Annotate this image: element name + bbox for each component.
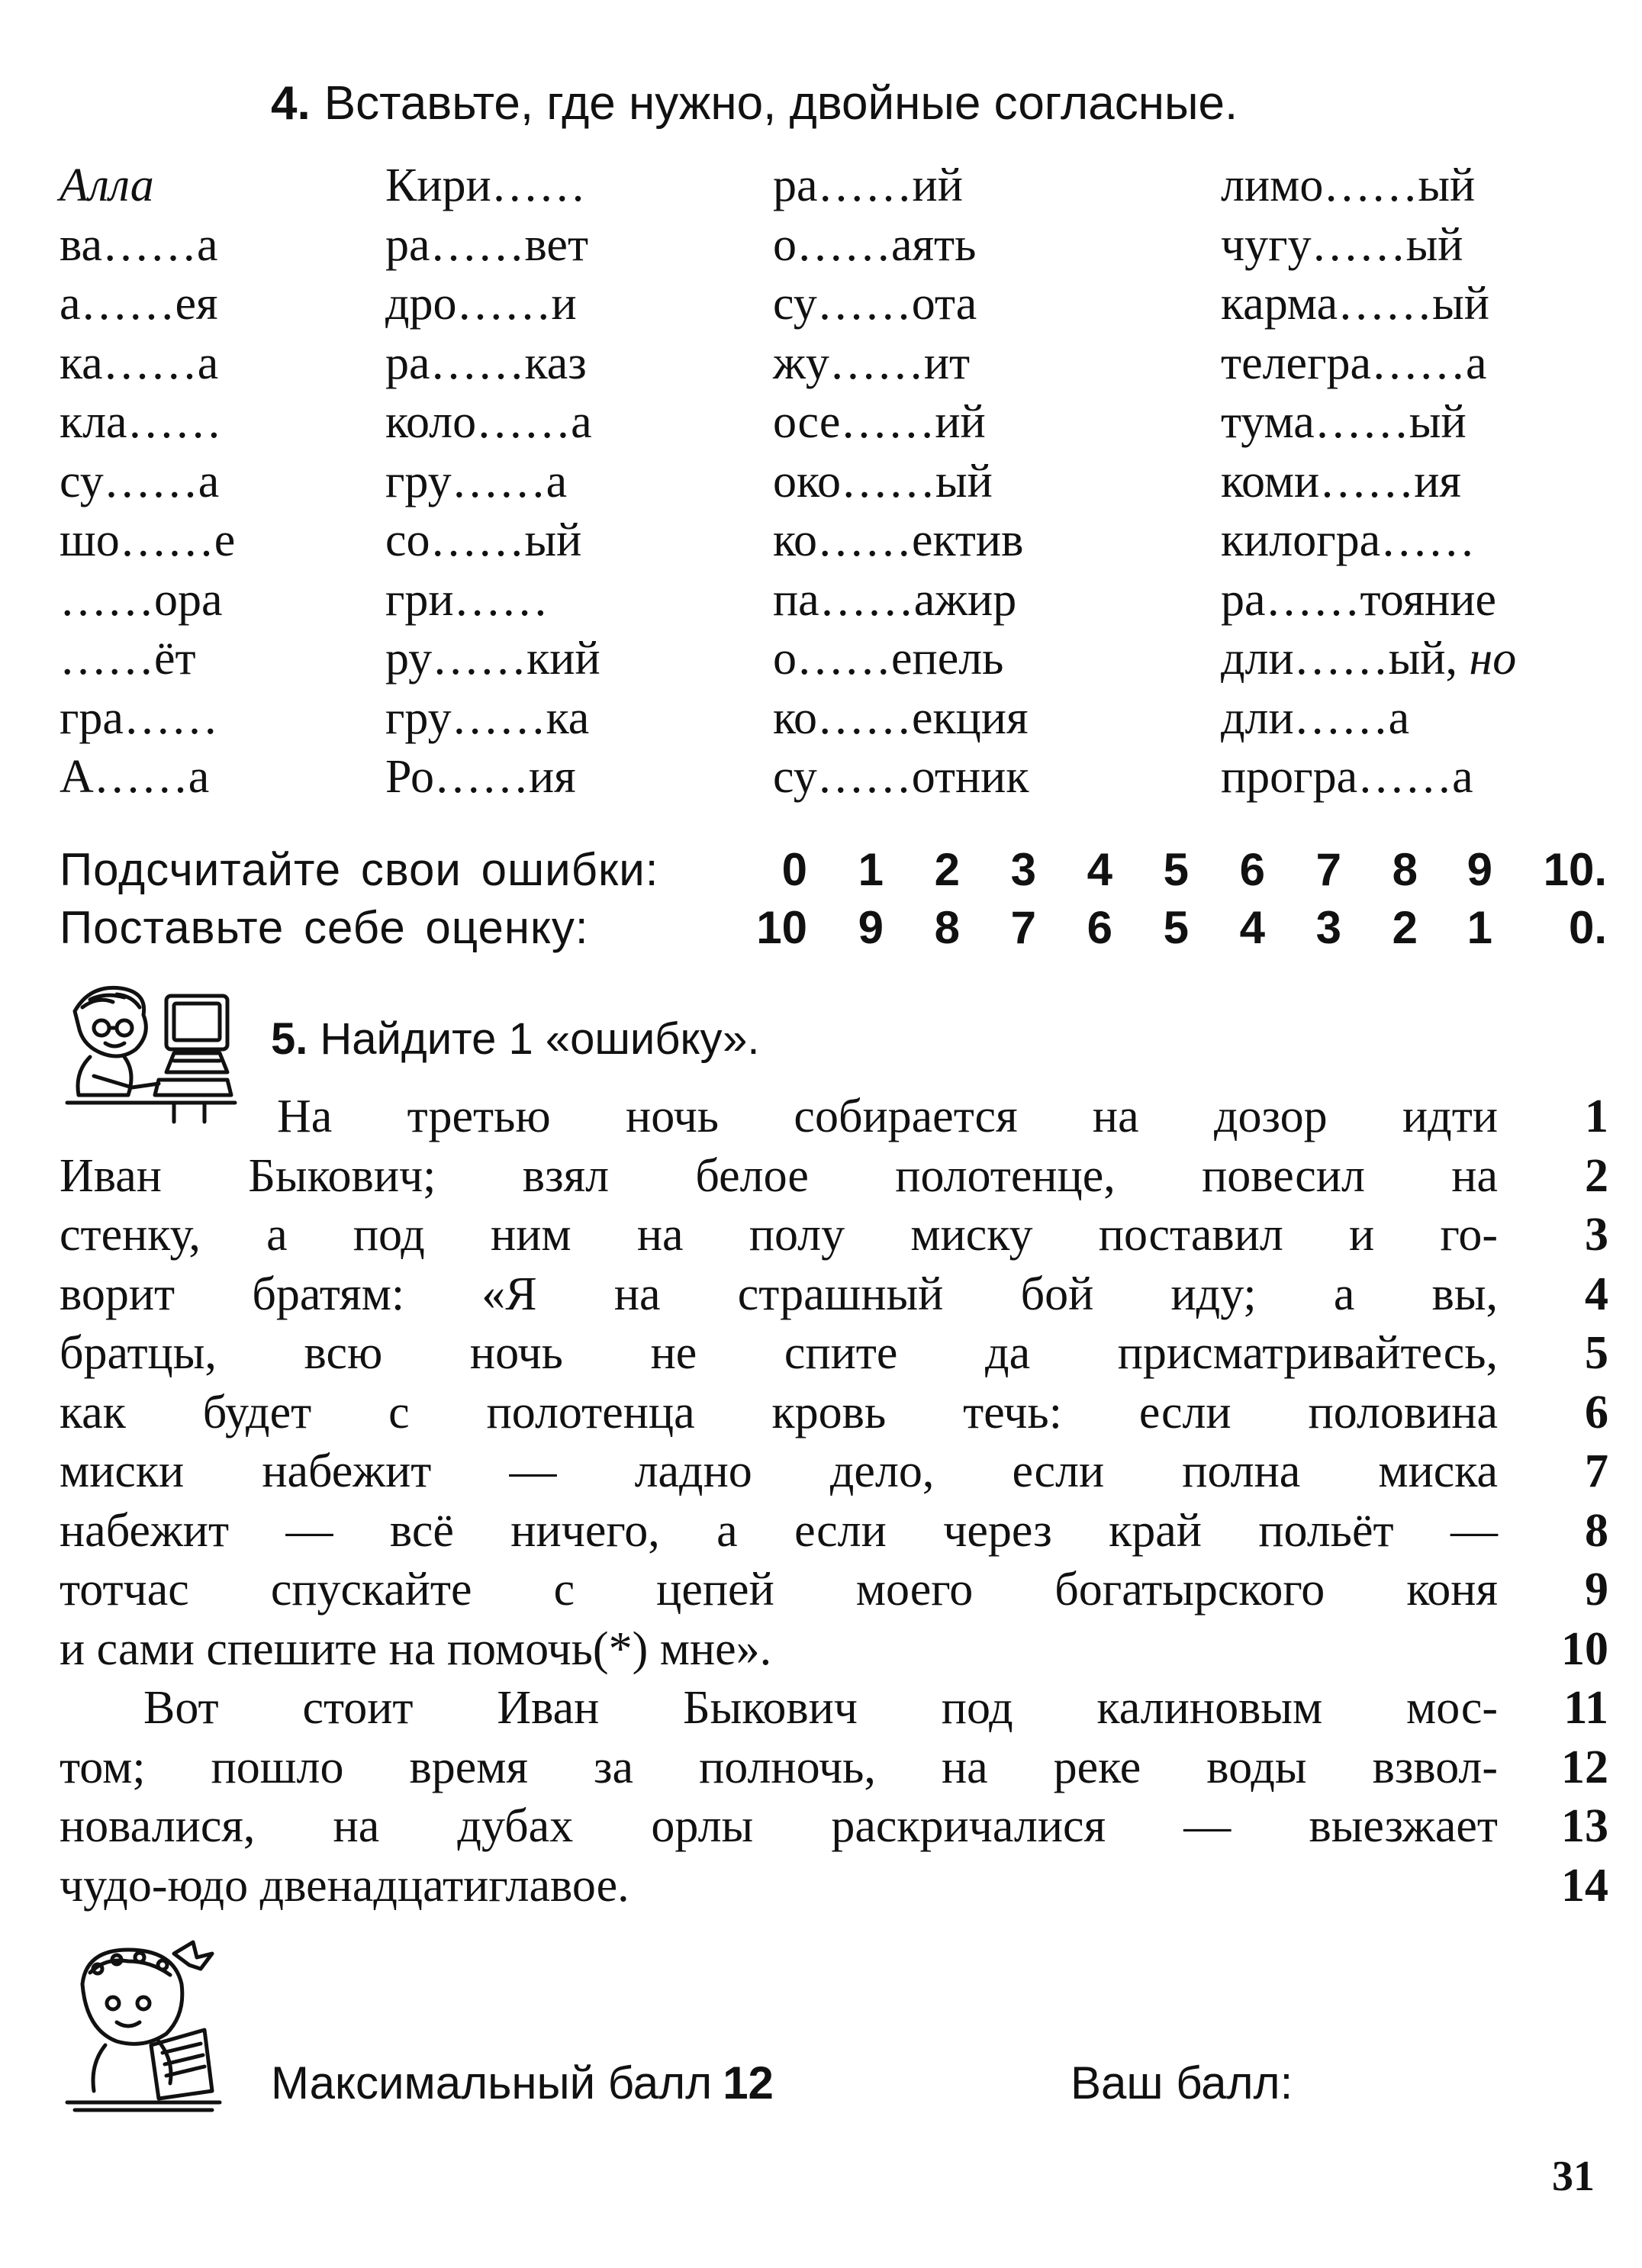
line-number: 2 (1585, 1149, 1608, 1202)
text-line (60, 1442, 1608, 1502)
word-cell: ва……а (60, 218, 218, 271)
line-number: 10 (1561, 1622, 1608, 1675)
text-line-content: тотчас спускайте с цепей моего богатырского коня (60, 1564, 1498, 1616)
exercise-4-number: 4. (271, 77, 311, 130)
error-count: 6 (1239, 844, 1265, 895)
error-count: 3 (1010, 844, 1036, 895)
numbered-text (60, 1087, 1608, 1915)
word-column-4 (1221, 156, 1516, 807)
grade-value: 7 (1010, 902, 1036, 953)
error-grade-table (60, 841, 1608, 957)
text-line-content: На третью ночь собирается на дозор идти (277, 1091, 1498, 1142)
max-score-label: Максимальный балл (271, 2057, 713, 2109)
error-count: 9 (1467, 844, 1492, 895)
word-cell: тума……ый (1221, 396, 1467, 448)
word-cell: А……а (60, 751, 210, 803)
word-cell: су……отник (773, 751, 1029, 803)
word-text: дли……ый, (1221, 633, 1457, 685)
word-cell: чугу……ый (1221, 218, 1463, 271)
error-count: 7 (1315, 844, 1341, 895)
text-line-content: набежит — всё ничего, а если через край польёт — (60, 1504, 1498, 1557)
line-number: 9 (1585, 1564, 1608, 1616)
grade-value: 9 (858, 902, 884, 953)
grade-value: 1 (1467, 902, 1492, 953)
word-cell: лимо……ый (1221, 159, 1476, 211)
grade-value: 6 (1087, 902, 1112, 953)
word-cell: а……ея (60, 278, 218, 330)
error-count: 4 (1087, 844, 1112, 895)
grade-value: 2 (1392, 902, 1418, 953)
errors-row (60, 841, 1608, 899)
word-cell: Ро……ия (385, 751, 576, 803)
line-number: 1 (1585, 1091, 1608, 1142)
grades-label: Поставьте себе оценку: (60, 902, 589, 953)
word-column-3 (773, 156, 1029, 807)
text-line (60, 1620, 1608, 1680)
word-cell: осе……ий (773, 396, 986, 448)
max-score-value: 12 (723, 2057, 774, 2109)
note-word: но (1469, 633, 1517, 685)
word-cell: кла…… (60, 396, 222, 448)
word-cell: ру……кий (385, 633, 600, 685)
error-count: 1 (858, 844, 884, 895)
text-line (60, 1147, 1608, 1206)
text-line (60, 1679, 1608, 1738)
text-line (60, 1797, 1608, 1857)
word-cell: гру……а (385, 455, 568, 507)
word-cell: ра……тояние (1221, 573, 1497, 626)
error-count: 2 (934, 844, 960, 895)
grade-value: 3 (1315, 902, 1341, 953)
line-number: 5 (1585, 1327, 1608, 1379)
error-count: 8 (1392, 844, 1418, 895)
word-cell: о……епель (773, 633, 1004, 685)
word-cell: ……ора (60, 573, 223, 626)
text-line-content: чудо-юдо двенадцатиглавое. (60, 1859, 629, 1912)
line-number: 11 (1563, 1682, 1608, 1734)
grades-row (60, 899, 1608, 957)
text-line (60, 1857, 1608, 1916)
text-line (60, 1502, 1608, 1561)
word-cell: килогра…… (1221, 514, 1476, 566)
line-number: 6 (1585, 1386, 1608, 1438)
grade-value: 0. (1568, 902, 1607, 953)
text-line-content: как будет с полотенца кровь течь: если половина (60, 1386, 1498, 1438)
text-line-content: ворит братям: «Я на страшный бой иду; а вы, (60, 1268, 1498, 1320)
text-line-content: Иван Быкович; взял белое полотенце, повесил на (60, 1149, 1498, 1202)
word-cell: дро……и (385, 278, 577, 330)
text-line (60, 1206, 1608, 1265)
word-cell: ……ёт (60, 633, 196, 685)
word-cell: ра……каз (385, 337, 587, 389)
grade-value: 5 (1163, 902, 1189, 953)
text-line (60, 1738, 1608, 1798)
exercise-4-text: Вставьте, где нужно, двойные согласные. (324, 77, 1238, 130)
text-line (60, 1265, 1608, 1325)
word-cell: ра……ий (773, 159, 963, 211)
word-cell: коло……а (385, 396, 592, 448)
word-cell: ка……а (60, 337, 219, 389)
line-number: 13 (1561, 1800, 1608, 1852)
page-number: 31 (1552, 2153, 1595, 2200)
error-count: 0 (781, 844, 807, 895)
line-number: 7 (1585, 1445, 1608, 1497)
text-line-content: братцы, всю ночь не спите да присматривайтесь, (60, 1327, 1498, 1379)
your-score-label: Ваш балл: (1071, 2057, 1293, 2109)
word-cell: Кири…… (385, 159, 586, 211)
girl-with-book-illustration (60, 1938, 227, 2114)
text-line-content: стенку, а под ним на полу миску поставил и го- (60, 1209, 1498, 1261)
word-column-2 (385, 156, 600, 807)
exercise-5-text: Найдите 1 «ошибку». (320, 1014, 760, 1064)
word-cell: су……ота (773, 278, 977, 330)
word-cell: па……ажир (773, 573, 1017, 626)
word-cell: програ……а (1221, 751, 1473, 803)
word-cell: око……ый (773, 455, 993, 507)
errors-label: Подсчитайте свои ошибки: (60, 844, 659, 895)
text-line (60, 1384, 1608, 1443)
word-cell: шо……е (60, 514, 236, 566)
word-cell: жу……ит (773, 337, 971, 389)
word-cell: о……аять (773, 218, 977, 271)
word-cell: ра……вет (385, 218, 589, 271)
line-number: 3 (1585, 1209, 1608, 1261)
word-cell: су……а (60, 455, 220, 507)
word-cell: ко……ектив (773, 514, 1024, 566)
grade-value: 8 (934, 902, 960, 953)
word-cell: коми……ия (1221, 455, 1461, 507)
text-line-content: новалися, на дубах орлы раскричалися — выезжает (60, 1800, 1498, 1852)
word-cell: дли……а (1221, 691, 1410, 744)
line-number: 12 (1561, 1741, 1608, 1793)
error-count: 5 (1163, 844, 1189, 895)
word-cell: Алла (60, 159, 154, 211)
text-line-content: Вот стоит Иван Быкович под калиновым мос- (143, 1682, 1498, 1734)
word-cell: телегра……а (1221, 337, 1487, 389)
word-cell: гру……ка (385, 691, 590, 744)
grade-value: 4 (1239, 902, 1265, 953)
word-cell: со……ый (385, 514, 582, 566)
exercise-4-title (271, 76, 1238, 130)
line-number: 14 (1561, 1859, 1608, 1912)
text-line-content: том; пошло время за полночь, на реке воды взвол- (60, 1741, 1498, 1793)
line-number: 8 (1585, 1504, 1608, 1557)
text-line (60, 1087, 1608, 1147)
word-cell: гри…… (385, 573, 549, 626)
error-count: 10. (1543, 844, 1607, 895)
word-column-1 (60, 156, 235, 807)
word-cell: гра…… (60, 691, 218, 744)
max-score (271, 2057, 774, 2109)
text-line (60, 1324, 1608, 1384)
exercise-5-number: 5. (271, 1014, 308, 1064)
exercise-5-title (271, 1013, 760, 1065)
word-cell: карма……ый (1221, 278, 1489, 330)
text-line-content: миски набежит — ладно дело, если полна миска (60, 1445, 1498, 1497)
word-cell: ко……екция (773, 691, 1029, 744)
text-line-content: и сами спешите на помочь(*) мне». (60, 1622, 772, 1675)
text-line (60, 1561, 1608, 1620)
line-number: 4 (1585, 1268, 1608, 1320)
word-cell-with-note (1221, 630, 1516, 689)
grade-value: 10 (756, 902, 807, 953)
